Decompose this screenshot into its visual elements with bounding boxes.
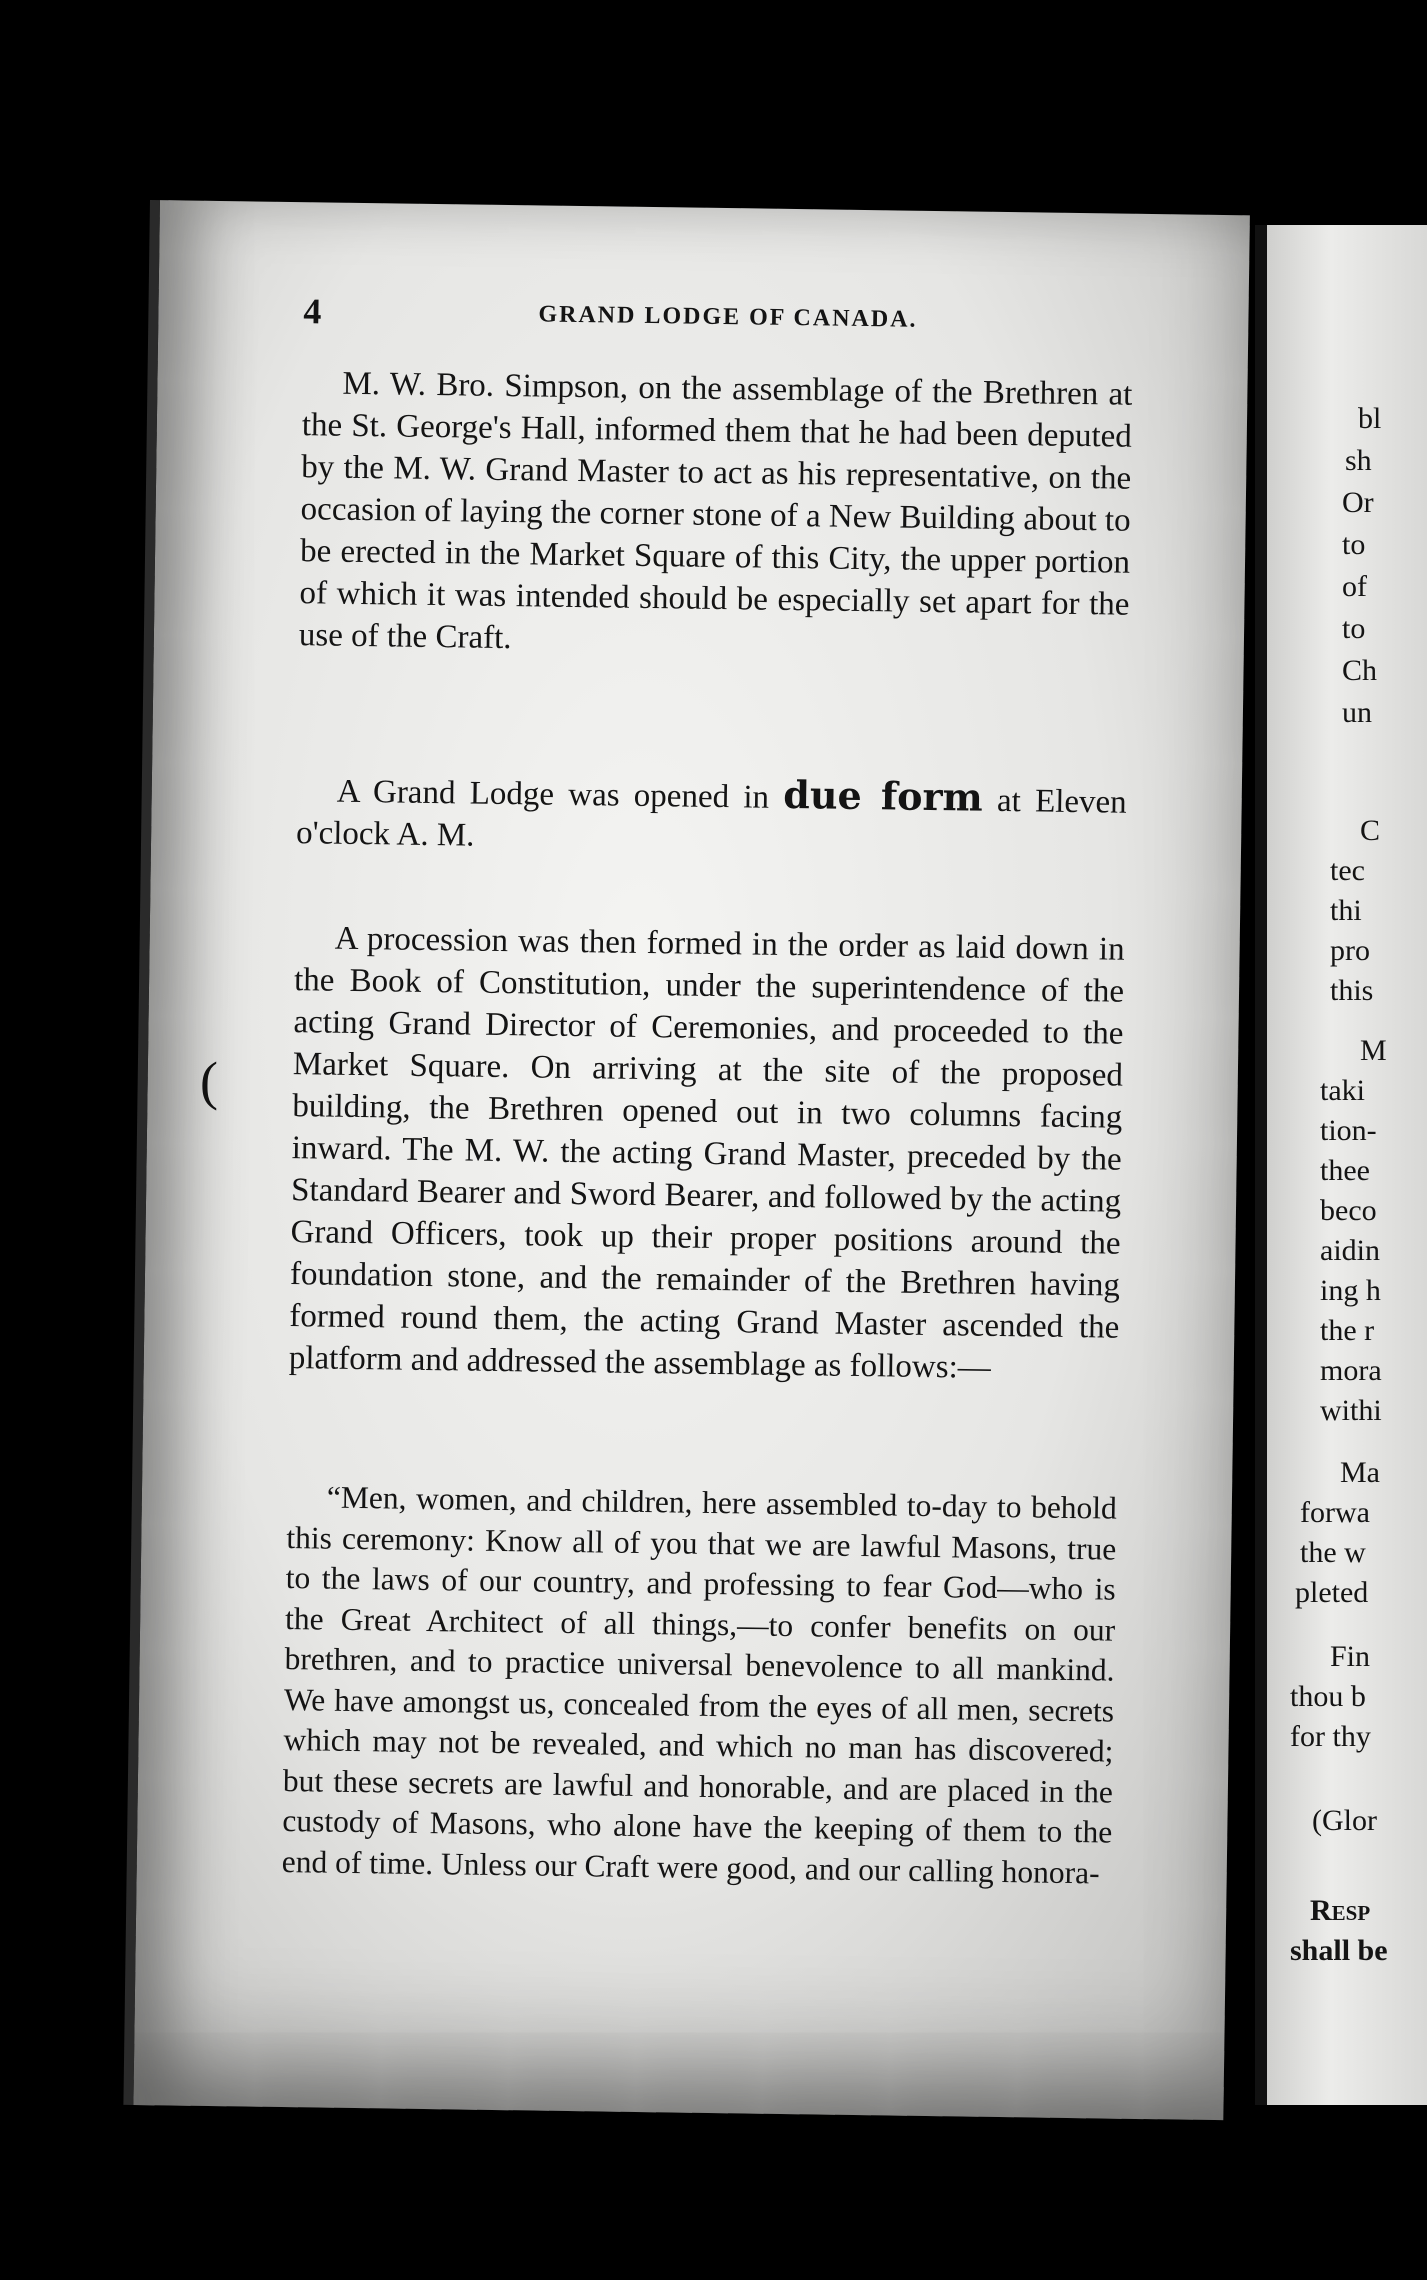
paragraph-2-before: A Grand Lodge was opened in xyxy=(336,773,770,816)
fragment-line: for thy xyxy=(1290,1720,1371,1753)
margin-pencil-mark: ( xyxy=(200,1051,218,1111)
fragment-line: Ma xyxy=(1340,1456,1380,1489)
gothic-phrase: due form xyxy=(782,771,984,820)
fragment-line: Ch xyxy=(1342,654,1378,687)
paragraph-2-after: at Eleven o'clock A. M. xyxy=(295,782,1127,854)
fragment-line: tec xyxy=(1330,854,1365,887)
fragment-line: pro xyxy=(1330,934,1370,967)
fragment-line: Or xyxy=(1342,486,1374,519)
fragment-line: ing h xyxy=(1320,1274,1381,1307)
page-number: 4 xyxy=(303,291,322,332)
fragment-line: thi xyxy=(1330,894,1362,927)
running-head xyxy=(303,291,1204,333)
fragment-line: thee xyxy=(1320,1154,1370,1187)
fragment-line: mora xyxy=(1320,1354,1382,1387)
fragment-line: beco xyxy=(1320,1194,1377,1227)
fragment-line: tion- xyxy=(1320,1114,1377,1147)
paragraph-4-text: “Men, women, and children, here assembled to-day to behold this ceremony: Know all of you that we are lawful Masons, true to the laws of our country, and professing to fear God—who is the Great Architect of all things,—to confer benefits on our brethren, and to practice universal benevolence to all mankind. We have amongst us, concealed from the eyes of all men, secrets which may not be revealed, and which no man has discovered; but these secrets are lawful and honorable, and are placed in the custody of Masons, who alone have the keeping of them to the end of time. Unless our Craft were good, and our calling honora- xyxy=(281,1479,1118,1890)
fragment-line: the r xyxy=(1320,1314,1375,1347)
paragraph-1 xyxy=(299,362,1133,668)
fragment-line: M xyxy=(1360,1034,1387,1067)
paragraph-4 xyxy=(282,1477,1118,1894)
fragment-line: thou b xyxy=(1290,1680,1366,1713)
fragment-line: to xyxy=(1342,528,1366,561)
paragraph-3-text: A procession was then formed in the order as laid down in the Book of Constitution, under the superintendence of the acting Grand Director of Ceremonies, and proceeded to the Market Square. On arriving at the site of the proposed building, the Brethren opened out in two columns facing inward. The M. W. the acting Grand Master, preceded by the Standard Bearer and Sword Bearer, and followed by the acting Grand Officers, took up their proper positions around the foundation stone, and the remainder of the Brethren having formed round them, the acting Grand Master ascended the platform and addressed the assemblage as follows:— xyxy=(288,920,1125,1386)
fragment-line: of xyxy=(1342,570,1367,603)
book-page xyxy=(123,200,1249,2120)
fragment-line: un xyxy=(1342,696,1372,729)
paragraph-2 xyxy=(296,767,1127,866)
fragment-line: withi xyxy=(1320,1394,1382,1427)
fragment-line: aidin xyxy=(1320,1234,1380,1267)
fragment-line: taki xyxy=(1320,1074,1365,1107)
fragment-line: to xyxy=(1342,612,1366,645)
paragraph-3 xyxy=(289,917,1125,1391)
fragment-line: shall be xyxy=(1290,1934,1388,1967)
running-title: GRAND LODGE OF CANADA. xyxy=(538,301,918,333)
fragment-line: the w xyxy=(1300,1536,1366,1569)
fragment-line: (Glor xyxy=(1312,1804,1377,1837)
fragment-line: this xyxy=(1330,974,1374,1007)
paragraph-1-text: M. W. Bro. Simpson, on the assemblage of the Brethren at the St. George's Hall, informed them that he had been deputed by the M. W. Grand Master to act as his representative, on the occasion of laying the corner stone of a New Building about to be erected in the Market Square of this City, the upper portion of which it was intended should be especially set apart for the use of the Craft. xyxy=(298,365,1133,657)
fragment-line: Resp xyxy=(1310,1894,1371,1927)
fragment-line: pleted xyxy=(1295,1576,1369,1609)
fragment-line: bl xyxy=(1358,402,1382,435)
fragment-line: Fin xyxy=(1330,1640,1371,1673)
fragment-line: C xyxy=(1360,814,1381,847)
fragment-line: sh xyxy=(1345,444,1372,477)
fragment-line: forwa xyxy=(1300,1496,1370,1529)
